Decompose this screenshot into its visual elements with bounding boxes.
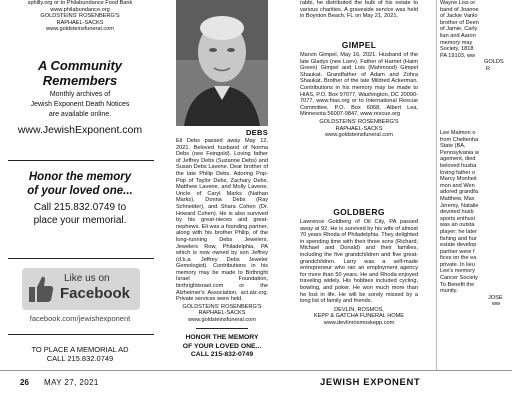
honor-call: Call 215.832.0749 to (33, 202, 127, 213)
right-line: partner were f (440, 248, 475, 255)
debs-name: DEBS (245, 128, 268, 137)
gimpel-obituary (300, 40, 418, 139)
memorial-line: TO PLACE A MEMORIAL AD (31, 345, 129, 354)
debs-honor-ad (176, 334, 268, 360)
right-partial-top (440, 0, 512, 73)
issue-date: MAY 27, 2021 (44, 378, 99, 387)
right-line: private. In lieu (440, 261, 475, 268)
community-sub: Monthly archives of (49, 91, 111, 98)
right-line: munity. (440, 288, 458, 295)
goldberg-name: GOLDBERG (333, 207, 385, 217)
honor-line: OF YOUR LOVED ONE... (182, 342, 262, 350)
facebook-ad[interactable] (22, 268, 140, 310)
gimpel-funeral (300, 119, 418, 139)
right-line: of Jamie, Carly (440, 26, 478, 33)
funeral-name: GOLDSTEINS' ROSENBERG'S (319, 118, 399, 125)
right-line: Marcy Monheit (440, 176, 477, 183)
right-line: Cancer Society (440, 275, 478, 282)
right-line: sports enthusi (440, 215, 475, 222)
right-line: Lee's memory (440, 268, 475, 275)
goldberg-body: Lawrence Goldberg of Oil City, PA passed away at 92. He is survived by his wife of almost 70 years Rhoda of Philadelphia. They delighted in spending time with their three sons (Richard, Michael and Donald) and their families, including the five grandchildren and five great-grandchildren. Larry was a self-made entrepreneur who ran an employment agency for more than 50 years. He and Rhoda enjoyed traveling widely. His hobbies included cycling, bowling, and poker. He won much more than he lost in life. He will be sorely missed by a long list of family and friends. (300, 219, 418, 305)
topmid-text: rabbi, he distributed the bulk of his estate to various charities. A graveside service was held in Boynton Beach, FL on May 21, 2021. (300, 0, 418, 20)
right-line: Society, 1818 (440, 46, 474, 53)
footer (0, 372, 512, 418)
honor-call: place your memorial. (33, 215, 127, 226)
right-line: from Cheltenha (440, 136, 479, 143)
facebook-like-text: Like us on (64, 273, 110, 284)
right-line: estate develop (440, 242, 477, 249)
left-top-line: RAPHAEL-SACKS (56, 19, 104, 26)
divider (8, 258, 154, 259)
funeral-url[interactable]: www.goldsteinsfuneral.com (188, 317, 256, 324)
debs-photo (176, 0, 268, 126)
right-line: PA 19103, ww (440, 52, 476, 59)
goldberg-funeral (300, 307, 418, 327)
debs-obituary (176, 128, 268, 324)
place-memorial-ad (0, 345, 160, 363)
divider (8, 160, 154, 161)
footer-rule (0, 370, 512, 371)
left-top-line: GOLDSTEINS' ROSENBERG'S (40, 13, 120, 19)
right-line: loving father o (440, 169, 476, 176)
honor-line: CALL 215-832-0749 (190, 351, 254, 358)
divider (196, 328, 248, 329)
right-line: GOLDS (484, 59, 504, 66)
divider (8, 334, 154, 335)
memorial-line: CALL 215.832.0749 (46, 354, 114, 363)
right-line: devoted husb (440, 209, 474, 216)
funeral-name: RAPHAEL-SACKS (198, 310, 246, 317)
right-line: of Jackie Vanlo (440, 13, 478, 20)
honor-line: HONOR THE MEMORY (185, 334, 259, 341)
right-line: mon and Wen (440, 182, 475, 189)
gimpel-body: Marvin Gimpel, May 16, 2021. Husband of the late Gladys (nee Loev). Father of Harriet (Haim Green) Gimpel and Lois (Mahmood) Gimpel Shaukat. Grandfather of Adam and Zohra Shaukat. Brother of the late Mildred Ackerman. Contributions in his memory may be made to HIAS, P.O. Box 97077, Washington, DC 20090-7077, www.hias.org or to International Rescue Committee, P.O. Box 6068, Albert Lea, Minnesota 56007-9847, www.rescue.org (300, 52, 418, 118)
right-line: State (BA, (440, 143, 466, 150)
column-divider (436, 0, 437, 370)
community-remembers-ad (0, 58, 160, 138)
right-line: Jeremy, Natalie (440, 202, 479, 209)
right-line: brother of Deen (440, 19, 479, 26)
right-line: To Benefit the (440, 281, 475, 288)
left-top-line: sphilly.org or to Philabundance Food Bank (27, 0, 133, 6)
funeral-url[interactable]: www.goldsteinsfuneral.com (325, 132, 393, 139)
funeral-name: DEVLIN, ROSMOS, (334, 306, 384, 313)
right-line: Wayne Liss or (440, 0, 476, 6)
left-top-funeral (0, 0, 160, 33)
community-sub: Jewish Exponent Death Notices (30, 101, 130, 108)
newspaper-name: JEWISH EXPONENT (320, 377, 421, 388)
goldberg-obituary (300, 207, 418, 327)
honor-title: Honor the memory (28, 171, 132, 183)
honor-memory-ad (0, 170, 160, 227)
left-top-line: www.philabundance.org (50, 6, 110, 13)
right-line: fishing and hur (440, 235, 477, 242)
page-number: 26 (20, 378, 29, 387)
funeral-name: KEPP & GATCHA FUNERAL HOME (313, 313, 405, 320)
community-title: Remembers (42, 73, 118, 88)
right-line: band of Joanne (440, 6, 479, 13)
facebook-brand: Facebook (60, 285, 131, 302)
left-top-line: www.goldsteinsfuneral.com (46, 26, 114, 32)
right-line: was an outsta (440, 222, 475, 229)
right-line: R (486, 65, 491, 72)
right-line: agement, died (440, 156, 476, 163)
funeral-name: RAPHAEL-SACKS (335, 125, 383, 132)
right-line: JOSE (488, 294, 503, 301)
community-sub: are available online. (48, 111, 112, 118)
community-url[interactable]: www.JewishExponent.com (17, 124, 143, 136)
community-title: A Community (37, 58, 123, 73)
funeral-name: GOLDSTEINS' ROSENBERG'S (182, 303, 262, 310)
facebook-thumb-icon (28, 274, 54, 304)
right-line: Matthew, Max (440, 195, 475, 202)
right-line: player; he later (440, 228, 478, 235)
right-line: memory may (440, 39, 473, 46)
right-line: lian and Aaron (440, 32, 476, 39)
honor-title: of your loved one... (27, 185, 133, 197)
right-line: beloved husba (440, 162, 477, 169)
gimpel-name: GIMPEL (341, 40, 377, 50)
right-line: adored grandfa (440, 189, 478, 196)
debs-body: Eli Debs passed away May 12, 2021. Beloved husband of Norma Debs (nee Feingold). Loving father of Jeffrey Debs (Suzanne Debs) and Susan Debs Lavene. Dear brother of the late Philip Debs. Adoring Pop-Pop of Taylor Debs, Zachary Debs, Matthew Lavene, and Molly Lavene. Uncle of Caryl Marks (Nathan Marks), Donna Debs (Ray Schneider), and Shara Cohen (Dr. Howard Cohen). He is also survived by his great-nieces and great-nephews. Eli was a founding partner, along with his brother Philip, of the long-running Debs Jewelers, Jewelers Row, Philadelphia, PA which is now owned by son Jeffrey (d.b.a. Jeffrey Debs Jeweler Gemologist). Contributions in his memory may be made to Birthright Israel Foundation, birthrightisrael.com or the Alzheimer's Association, act.alz.org. Private services were held. (176, 138, 268, 303)
debs-funeral (176, 304, 268, 324)
right-line: fices on the ea (440, 255, 477, 262)
facebook-url[interactable]: facebook.com/jewishexponent (29, 314, 131, 323)
portrait-image (176, 0, 268, 126)
right-line: Lee Maimon o (440, 130, 476, 136)
right-line: ww (492, 301, 501, 308)
right-partial-bottom (440, 130, 512, 308)
right-line: Pennsylvania w (440, 149, 479, 156)
funeral-url[interactable]: www.devlinrosmoskepp.com (323, 319, 395, 326)
